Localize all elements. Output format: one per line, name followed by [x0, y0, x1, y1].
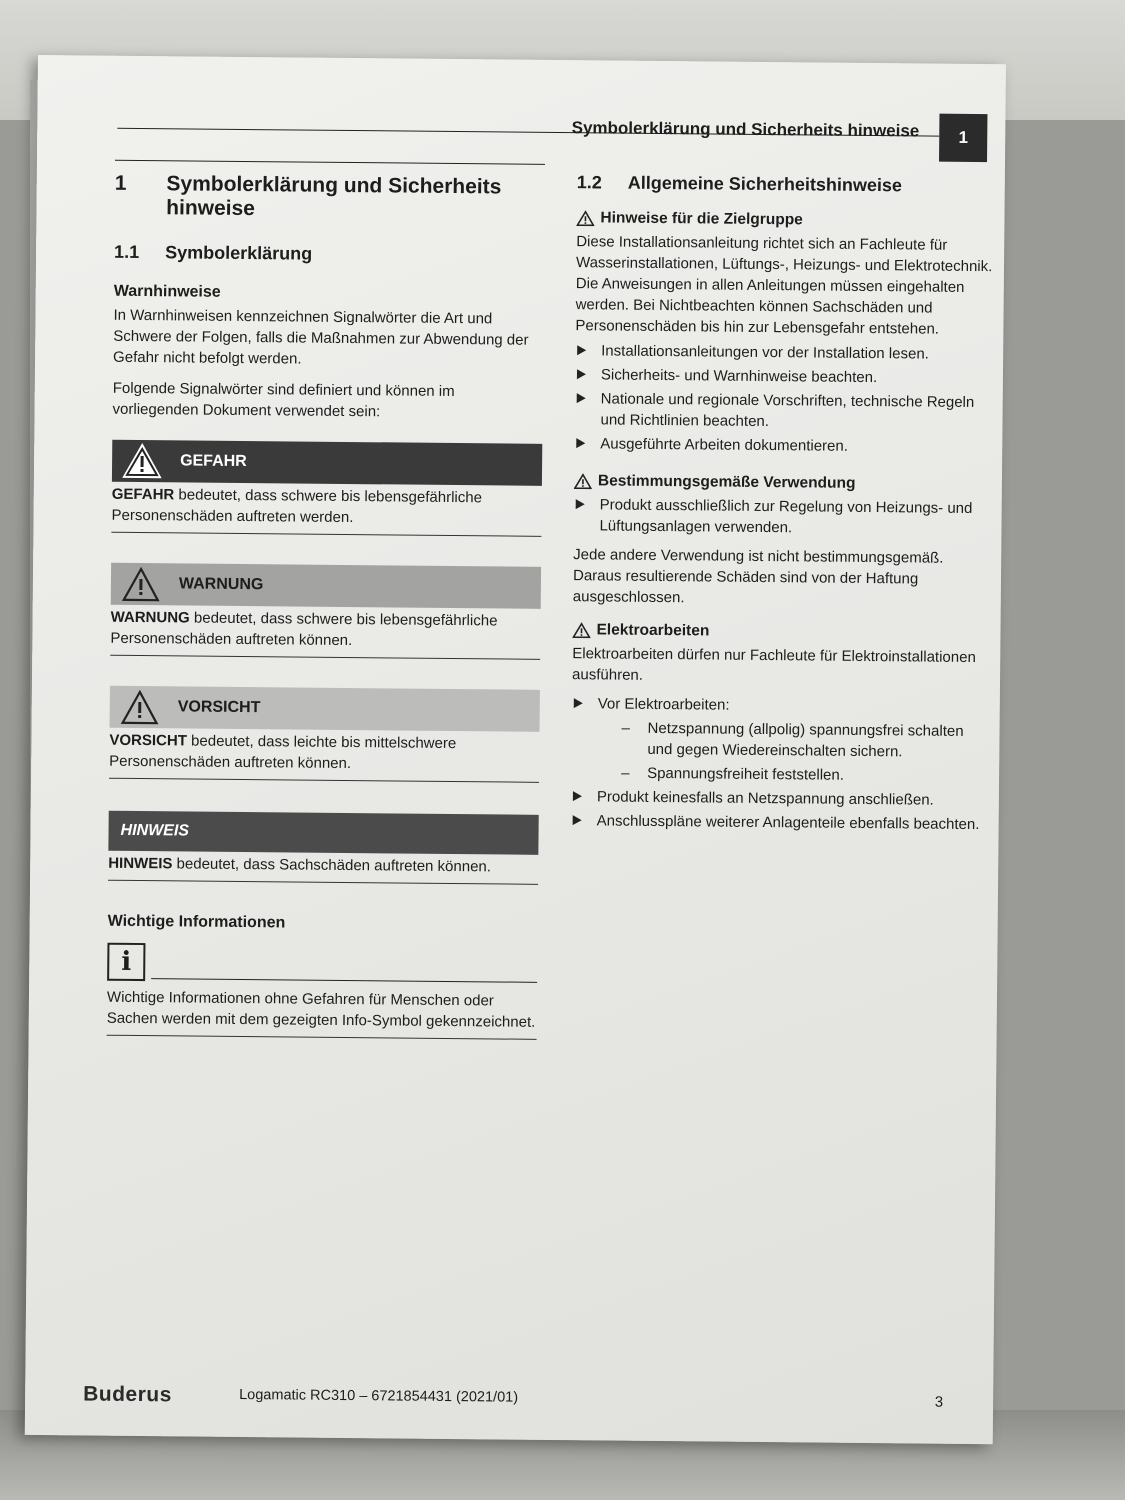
warning-triangle-icon: [121, 566, 161, 602]
hinweis-word: HINWEIS: [108, 854, 173, 873]
list-item: [571, 693, 992, 787]
elektro-list: [571, 693, 992, 835]
warnung-word: WARNUNG: [110, 608, 190, 627]
header-title: Symbolerklärung und Sicherheits hinweise: [571, 118, 920, 141]
left-column: [107, 158, 545, 1040]
info-text: Wichtige Informationen ohne Gefahren für Menschen oder Sachen werden mit dem gezeigten Info-Symbol gekennzeichnet.: [107, 987, 537, 1040]
warning-triangle-icon: [120, 689, 160, 725]
buderus-logo: Buderus: [83, 1382, 172, 1407]
right-column: [571, 172, 997, 835]
subsection-title: Symbolerklärung: [165, 242, 313, 264]
dash-bullet-icon: –: [621, 719, 630, 737]
gefahr-text: [111, 484, 541, 537]
list-item-text: Anschlusspläne weiterer Anlagenteile ebenfalls beachten.: [596, 812, 980, 834]
list-item-text: Produkt keinesfalls an Netzspannung anschließen.: [596, 788, 934, 809]
warnhinweise-heading: Warnhinweise: [113, 282, 221, 301]
list-item: [574, 388, 994, 434]
vorsicht-box: [109, 686, 540, 783]
list-item: [573, 494, 993, 540]
chapter-number-box: 1: [939, 114, 987, 162]
subsection-title: Allgemeine Sicherheitshinweise: [627, 172, 903, 196]
list-item-text: Ausgeführte Arbeiten dokumentieren.: [600, 435, 849, 455]
info-rule: [151, 978, 537, 983]
arrow-bullet-icon: [577, 345, 586, 355]
hinweis-bar: [108, 811, 538, 855]
list-item-text: Installationsanleitungen vor der Installation lesen.: [601, 342, 929, 363]
sublist-item: [619, 763, 991, 788]
list-item-text: Nationale und regionale Vorschriften, technische Regeln und Richtlinien beachten.: [600, 390, 975, 431]
section-title: [166, 172, 501, 223]
list-item-text: Vor Elektroarbeiten:: [597, 695, 730, 714]
warnhinweise-paragraph-2: Folgende Signalwörter sind definiert und können im vorliegenden Dokument verwendet sein:: [112, 379, 455, 421]
hinweis-box: [108, 811, 539, 885]
info-icon: i: [107, 943, 145, 981]
document-reference: Logamatic RC310 – 6721854431 (2021/01): [239, 1386, 519, 1406]
warnung-text: [110, 607, 540, 660]
list-item: [575, 364, 995, 389]
verwendung-heading: [574, 472, 994, 494]
warnung-box: [110, 563, 541, 660]
elektro-paragraph: Elektroarbeiten dürfen nur Fachleute für Elektroinstallationen ausführen.: [571, 645, 976, 684]
warnung-description: bedeutet, dass schwere bis lebensgefährliche Personenschäden auftreten können.: [110, 609, 498, 650]
vorsicht-text: [109, 730, 539, 783]
warning-triangle-icon: [574, 473, 592, 489]
list-item: [571, 810, 991, 835]
arrow-bullet-icon: [577, 393, 586, 403]
arrow-bullet-icon: [577, 369, 586, 379]
section-number: 1: [114, 171, 127, 195]
subsection-heading-1-2: [577, 172, 997, 197]
list-item-text: Sicherheits- und Warnhinweise beachten.: [600, 366, 878, 387]
gefahr-word: GEFAHR: [111, 485, 175, 504]
vorsicht-bar: [110, 686, 540, 732]
sublist-item-text: Spannungsfreiheit feststellen.: [647, 764, 845, 784]
document-page: [25, 55, 1006, 1444]
hinweis-description: bedeutet, dass Sachschäden auftreten können.: [172, 855, 492, 876]
list-item: [575, 340, 995, 365]
gefahr-description: bedeutet, dass schwere bis lebensgefährliche Personenschäden auftreten werden.: [111, 486, 483, 527]
verwendung-paragraph: Jede andere Verwendung ist nicht bestimmungsgemäß. Daraus resultierende Schäden sind von der Haftung ausgeschlossen.: [572, 546, 944, 607]
gefahr-label: GEFAHR: [180, 452, 247, 471]
section-heading-1: [114, 172, 544, 224]
warning-triangle-icon: [576, 210, 594, 226]
elektro-sublist: [619, 718, 992, 788]
vorsicht-description: bedeutet, dass leichte bis mittelschwere Personenschäden auftreten können.: [109, 732, 457, 773]
dash-bullet-icon: –: [621, 764, 630, 782]
list-item: [574, 433, 994, 458]
section-title-line1: Symbolerklärung und Sicherheits: [166, 172, 502, 199]
warnung-bar: [111, 563, 541, 609]
page-header: [117, 106, 987, 154]
sublist-item-text: Netzspannung (allpolig) spannungsfrei schalten und gegen Wiedereinschalten sichern.: [647, 719, 964, 761]
zielgruppe-list: [574, 340, 995, 458]
zielgruppe-heading-text: Hinweise für die Zielgruppe: [600, 209, 803, 229]
info-row: [107, 943, 537, 985]
hinweis-label: HINWEIS: [120, 821, 190, 840]
subsection-number: 1.1: [114, 241, 140, 262]
subsection-number: 1.2: [576, 172, 602, 193]
vorsicht-label: VORSICHT: [177, 698, 261, 717]
section-title-line2: hinweise: [166, 196, 256, 221]
vorsicht-word: VORSICHT: [109, 731, 188, 750]
arrow-bullet-icon: [574, 698, 583, 708]
arrow-bullet-icon: [576, 438, 585, 448]
verwendung-heading-text: Bestimmungsgemäße Verwendung: [597, 472, 856, 492]
elektro-heading-text: Elektroarbeiten: [596, 621, 710, 640]
page-number: 3: [934, 1393, 944, 1411]
arrow-bullet-icon: [573, 815, 582, 825]
elektro-heading: [572, 621, 992, 643]
info-heading: Wichtige Informationen: [107, 912, 286, 932]
sublist-item: [619, 718, 991, 764]
gefahr-bar: [112, 440, 542, 486]
page-footer: [83, 1380, 973, 1419]
warning-triangle-icon: [572, 622, 590, 638]
arrow-bullet-icon: [576, 499, 585, 509]
zielgruppe-heading: [576, 209, 996, 231]
verwendung-list: [573, 494, 993, 540]
hinweis-text: [108, 853, 538, 885]
warnung-label: WARNUNG: [178, 575, 264, 594]
zielgruppe-paragraph: Diese Installationsanleitung richtet sich an Fachleute für Wasserinstallationen, Lüftungs-, Heizungs- und Elektrotechnik. Die Anweisungen in allen Anleitungen müssen eingehalten werden. Bei Nichtbeachten können Sachschäden und Personenschäden bis hin zur Lebensgefahr entstehen.: [575, 233, 993, 338]
warning-triangle-icon: [122, 443, 162, 479]
gefahr-box: [111, 440, 542, 537]
warnhinweise-paragraph-1: In Warnhinweisen kennzeichnen Signalwörter die Art und Schwere der Folgen, falls die Maßnahmen zur Abwendung der Gefahr nicht befolgt werden.: [113, 306, 529, 368]
list-item: [571, 786, 991, 811]
subsection-heading-1-1: [114, 242, 544, 267]
list-item-text: Produkt ausschließlich zur Regelung von Heizungs- und Lüftungsanlagen verwenden.: [599, 496, 973, 537]
arrow-bullet-icon: [573, 791, 582, 801]
